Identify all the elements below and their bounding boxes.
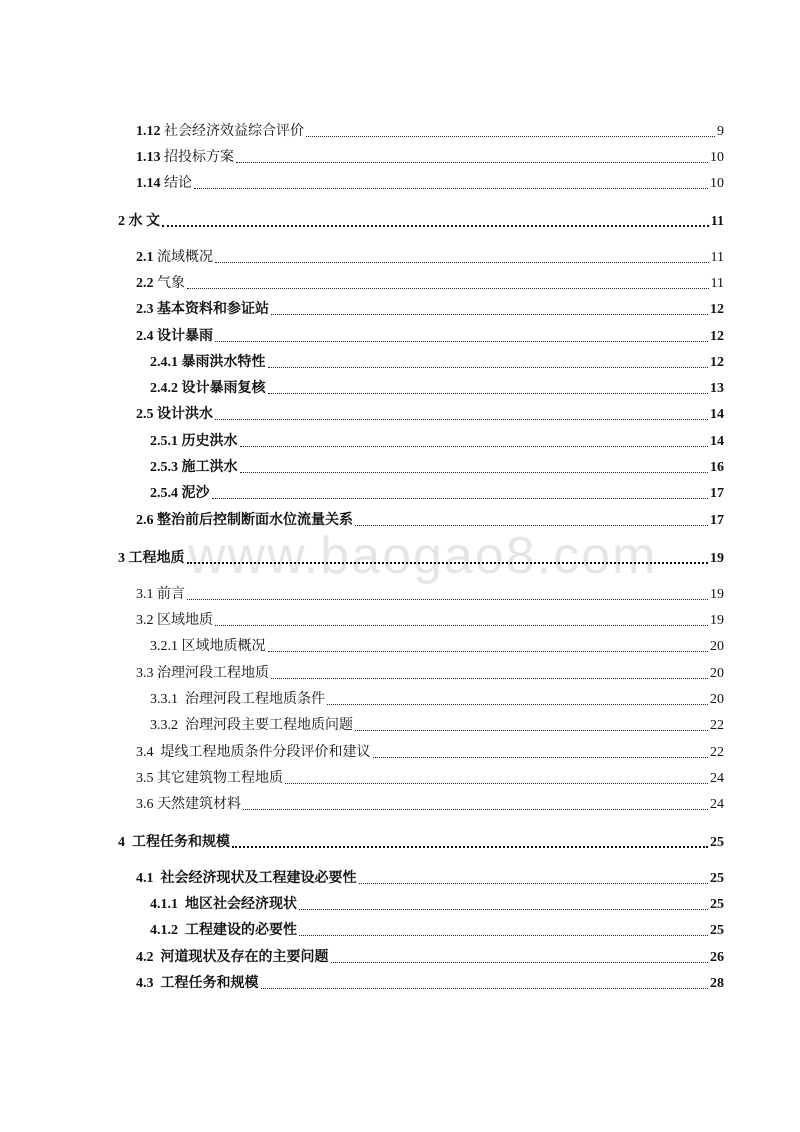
toc-entry-title: 治理河段主要工程地质问题 (185, 718, 353, 733)
toc-entry-page: 24 (710, 797, 724, 812)
toc-entry-number: 3 (118, 551, 129, 566)
toc-entry-page: 22 (710, 718, 724, 733)
toc-entry-number: 2.5.4 (150, 486, 182, 501)
toc-entry-page: 11 (710, 214, 724, 229)
toc-entry-number: 3.1 (136, 587, 157, 602)
toc-entry-1-13[interactable] (136, 147, 724, 167)
toc-entry-title: 前言 (157, 587, 185, 602)
toc-entry-3-3-1[interactable] (150, 689, 724, 709)
toc-entry-number: 2.2 (136, 276, 157, 291)
toc-entry-title: 工程建设的必要性 (185, 923, 297, 938)
toc-chapter-4[interactable] (118, 832, 724, 852)
toc-entry-page: 19 (710, 551, 724, 566)
toc-entry-title: 社会经济现状及工程建设必要性 (160, 871, 357, 886)
toc-entry-page: 20 (710, 639, 724, 654)
toc-entry-4-3[interactable] (136, 973, 724, 993)
toc-entry-number: 3.2 (136, 613, 157, 628)
watermark: www.baogao8.com (188, 527, 658, 585)
toc-entry-title: 堤线工程地质条件分段评价和建议 (160, 745, 371, 760)
toc-entry-3-4[interactable] (136, 742, 724, 762)
toc-dot-leader (212, 498, 709, 499)
toc-entry-title: 流域概况 (157, 250, 213, 265)
toc-dot-leader (236, 162, 708, 163)
toc-entry-page: 14 (710, 407, 724, 422)
toc-dot-leader (232, 846, 708, 848)
toc-dot-leader (299, 909, 708, 910)
toc-dot-leader (240, 446, 709, 447)
toc-entry-4-1[interactable] (136, 868, 724, 888)
toc-entry-2-2[interactable] (136, 273, 724, 293)
toc-entry-number: 2.6 (136, 513, 157, 528)
toc-entry-title: 水 文 (128, 214, 160, 229)
toc-entry-1-12[interactable] (136, 121, 724, 141)
toc-entry-title: 治理河段工程地质 (157, 666, 269, 681)
toc-dot-leader (243, 809, 708, 810)
toc-entry-number: 3.3.2 (150, 718, 185, 733)
toc-dot-leader (187, 599, 708, 600)
toc-entry-number: 3.4 (136, 745, 161, 760)
toc-entry-number: 3.6 (136, 797, 157, 812)
toc-dot-leader (355, 730, 708, 731)
toc-dot-leader (285, 783, 708, 784)
toc-dot-leader (261, 988, 709, 989)
toc-dot-leader (215, 625, 708, 626)
toc-entry-title: 暴雨洪水特性 (181, 355, 266, 370)
toc-entry-page: 17 (710, 513, 724, 528)
toc-dot-leader (162, 225, 709, 227)
toc-entry-number: 2.4 (136, 329, 157, 344)
toc-entry-page: 16 (710, 460, 724, 475)
toc-entry-number: 4.3 (136, 976, 161, 991)
toc-entry-page: 25 (710, 923, 724, 938)
toc-dot-leader (215, 341, 708, 342)
toc-entry-title: 治理河段工程地质条件 (185, 692, 325, 707)
toc-chapter-3[interactable] (118, 548, 724, 568)
toc-entry-2-5-1[interactable] (150, 431, 724, 451)
toc-entry-number: 3.3 (136, 666, 157, 681)
toc-entry-number: 1.14 (136, 176, 164, 191)
toc-entry-2-5-3[interactable] (150, 457, 724, 477)
toc-entry-number: 4.1 (136, 871, 161, 886)
toc-entry-page: 12 (710, 302, 724, 317)
toc-entry-page: 25 (710, 835, 724, 850)
toc-entry-number: 2.4.2 (150, 381, 182, 396)
toc-entry-page: 17 (710, 486, 724, 501)
toc-entry-page: 14 (710, 434, 724, 449)
toc-entry-2-4[interactable] (136, 326, 724, 346)
toc-entry-number: 3.3.1 (150, 692, 185, 707)
toc-entry-title: 气象 (157, 276, 185, 291)
toc-entry-number: 2.5.3 (150, 460, 182, 475)
toc-dot-leader (194, 188, 708, 189)
toc-entry-page: 9 (717, 124, 724, 139)
toc-entry-title: 设计暴雨 (157, 329, 213, 344)
toc-dot-leader (268, 651, 709, 652)
toc-entry-page: 25 (710, 871, 724, 886)
toc-entry-2-4-1[interactable] (150, 352, 724, 372)
toc-entry-title: 地区社会经济现状 (185, 897, 297, 912)
toc-entry-title: 工程任务和规模 (132, 835, 230, 850)
toc-entry-title: 整治前后控制断面水位流量关系 (157, 513, 353, 528)
toc-dot-leader (268, 367, 709, 368)
toc-entry-3-2-1[interactable] (150, 636, 724, 656)
toc-dot-leader (299, 935, 708, 936)
toc-entry-page: 11 (710, 276, 724, 291)
toc-entry-number: 2.5 (136, 407, 157, 422)
toc-entry-3-5[interactable] (136, 768, 724, 788)
toc-dot-leader (215, 419, 708, 420)
toc-dot-leader (355, 525, 708, 526)
toc-entry-page: 28 (710, 976, 724, 991)
toc-entry-3-6[interactable] (136, 794, 724, 814)
toc-entry-page: 25 (710, 897, 724, 912)
toc-entry-3-3[interactable] (136, 663, 724, 683)
toc-entry-title: 基本资料和参证站 (157, 302, 269, 317)
toc-entry-page: 19 (710, 587, 724, 602)
toc-entry-page: 20 (710, 692, 724, 707)
toc-entry-page: 19 (710, 613, 724, 628)
toc-entry-2-4-2[interactable] (150, 378, 724, 398)
toc-entry-2-1[interactable] (136, 247, 724, 267)
toc-entry-page: 12 (710, 329, 724, 344)
toc-entry-title: 区域地质 (157, 613, 213, 628)
toc-entry-page: 20 (710, 666, 724, 681)
toc-entry-title: 区域地质概况 (181, 639, 266, 654)
toc-dot-leader (187, 562, 709, 564)
toc-entry-1-14[interactable] (136, 173, 724, 193)
toc-entry-page: 10 (710, 150, 724, 165)
toc-entry-4-1-1[interactable] (150, 894, 724, 914)
toc-entry-number: 4 (118, 835, 132, 850)
toc-entry-page: 11 (710, 250, 724, 265)
toc-entry-title: 河道现状及存在的主要问题 (160, 950, 329, 965)
toc-dot-leader (240, 472, 709, 473)
toc-entry-number: 2.3 (136, 302, 157, 317)
toc-entry-page: 12 (710, 355, 724, 370)
toc-entry-number: 4.1.2 (150, 923, 185, 938)
toc-entry-2-6[interactable] (136, 510, 724, 530)
toc-entry-4-1-2[interactable] (150, 920, 724, 940)
toc-entry-title: 结论 (164, 176, 192, 191)
toc-entry-number: 4.1.1 (150, 897, 185, 912)
toc-dot-leader (327, 704, 708, 705)
toc-entry-page: 22 (710, 745, 724, 760)
toc-entry-title: 设计暴雨复核 (181, 381, 266, 396)
toc-entry-page: 24 (710, 771, 724, 786)
toc-dot-leader (331, 962, 709, 963)
toc-entry-page: 10 (710, 176, 724, 191)
toc-dot-leader (373, 757, 709, 758)
toc-entry-page: 26 (710, 950, 724, 965)
toc-entry-number: 2 (118, 214, 129, 229)
toc-dot-leader (271, 678, 708, 679)
toc-dot-leader (215, 262, 709, 263)
toc-entry-title: 施工洪水 (181, 460, 238, 475)
toc-entry-number: 3.2.1 (150, 639, 182, 654)
toc-entry-title: 天然建筑材料 (157, 797, 241, 812)
toc-entry-title: 其它建筑物工程地质 (157, 771, 283, 786)
toc-entry-number: 1.13 (136, 150, 164, 165)
toc-dot-leader (268, 393, 709, 394)
toc-entry-page: 13 (710, 381, 724, 396)
toc-entry-2-5-4[interactable] (150, 483, 724, 503)
toc-entry-title: 设计洪水 (157, 407, 213, 422)
toc-entry-2-3[interactable] (136, 299, 724, 319)
toc-entry-title: 历史洪水 (181, 434, 238, 449)
toc-dot-leader (306, 136, 715, 137)
toc-entry-number: 2.1 (136, 250, 157, 265)
toc-chapter-2[interactable] (118, 211, 724, 231)
toc-entry-3-3-2[interactable] (150, 715, 724, 735)
toc-dot-leader (271, 314, 708, 315)
toc-entry-number: 3.5 (136, 771, 157, 786)
toc-entry-title: 社会经济效益综合评价 (164, 124, 304, 139)
toc-entry-4-2[interactable] (136, 947, 724, 967)
toc-entry-number: 2.4.1 (150, 355, 182, 370)
toc-entry-title: 工程任务和规模 (160, 976, 259, 991)
toc-entry-title: 泥沙 (181, 486, 210, 501)
toc-dot-leader (359, 883, 709, 884)
toc-entry-number: 2.5.1 (150, 434, 182, 449)
toc-entry-title: 招投标方案 (164, 150, 234, 165)
toc-entry-3-2[interactable] (136, 610, 724, 630)
toc-entry-number: 4.2 (136, 950, 161, 965)
toc-entry-3-1[interactable] (136, 584, 724, 604)
toc-dot-leader (187, 288, 709, 289)
toc-entry-number: 1.12 (136, 124, 164, 139)
toc-entry-title: 工程地质 (128, 551, 185, 566)
toc-entry-2-5[interactable] (136, 404, 724, 424)
